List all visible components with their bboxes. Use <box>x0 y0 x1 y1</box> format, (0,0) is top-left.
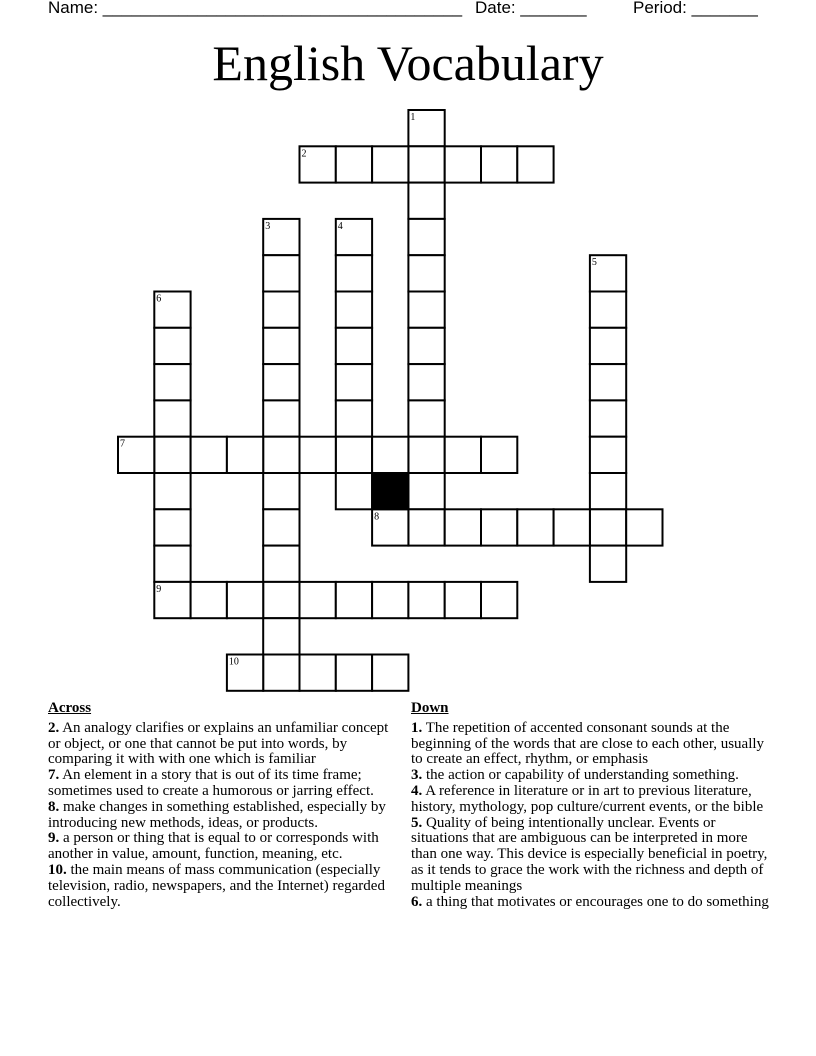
grid-cell[interactable] <box>408 437 444 473</box>
down-heading: Down <box>411 701 449 716</box>
clue-number: 2. <box>48 719 60 736</box>
clue-text: a person or thing that is equal to or corresponds with another in value, amount, function, meaning, etc. <box>48 830 379 863</box>
cell-number: 3 <box>265 220 271 232</box>
grid-cell[interactable] <box>408 219 444 255</box>
grid-cell[interactable] <box>227 582 263 618</box>
grid-cell[interactable] <box>408 364 444 400</box>
grid-cell[interactable] <box>590 292 626 328</box>
down-clue-5 <box>411 816 773 895</box>
clue-number: 4. <box>411 782 423 799</box>
clue-text: A reference in literature or in art to previous literature, history, mythology, pop culture/current events, or the bible <box>411 782 764 815</box>
grid-cell[interactable] <box>481 509 517 545</box>
down-clue-6 <box>411 895 773 911</box>
cell-number: 5 <box>591 257 597 269</box>
down-clue-4 <box>411 784 773 816</box>
cell-number: 4 <box>337 220 343 232</box>
clue-number: 8. <box>48 798 60 815</box>
grid-cell[interactable] <box>408 582 444 618</box>
clue-number: 6. <box>411 893 423 910</box>
grid-cell[interactable] <box>372 437 408 473</box>
grid-cell[interactable] <box>263 546 299 582</box>
grid-cell[interactable] <box>554 509 590 545</box>
down-clue-3 <box>411 768 773 784</box>
grid-cell[interactable] <box>336 473 372 509</box>
grid-cell[interactable] <box>154 400 190 436</box>
down-clue-1 <box>411 721 773 768</box>
grid-cell[interactable] <box>154 328 190 364</box>
clue-text: An analogy clarifies or explains an unfamiliar concept or object, or one that cannot be put into words, by comparing it with with one which is familiar <box>48 719 389 768</box>
down-clues <box>411 701 773 956</box>
grid-cell[interactable] <box>626 509 662 545</box>
cell-number: 7 <box>120 438 125 450</box>
clue-text: the action or capability of understanding something. <box>426 767 739 784</box>
grid-cell[interactable] <box>336 437 372 473</box>
grid-cell[interactable] <box>263 255 299 291</box>
date-field-label[interactable]: Date: _______ <box>475 0 587 17</box>
across-heading: Across <box>48 700 92 716</box>
grid-cell[interactable] <box>336 255 372 291</box>
across-clue-2 <box>48 721 398 768</box>
grid-cell[interactable] <box>154 437 190 473</box>
clue-text: make changes in something established, especially by introducing new methods, ideas, or products. <box>48 798 386 831</box>
grid-cell[interactable] <box>445 437 481 473</box>
grid-cell[interactable] <box>300 582 336 618</box>
grid-cell[interactable] <box>408 292 444 328</box>
period-field-label[interactable]: Period: _______ <box>633 0 758 17</box>
grid-cell[interactable] <box>445 509 481 545</box>
grid-cell[interactable] <box>154 364 190 400</box>
black-cell <box>372 473 408 509</box>
grid-cell[interactable] <box>263 473 299 509</box>
grid-cell[interactable] <box>336 655 372 691</box>
grid-cell[interactable] <box>408 328 444 364</box>
grid-cell[interactable] <box>336 292 372 328</box>
puzzle-title: English Vocabulary <box>212 35 604 91</box>
grid-cell[interactable] <box>481 146 517 182</box>
clue-number: 10. <box>48 861 67 878</box>
grid-cell[interactable] <box>372 655 408 691</box>
grid-cell[interactable] <box>590 509 626 545</box>
grid-cell[interactable] <box>481 437 517 473</box>
grid-cell[interactable] <box>408 473 444 509</box>
clue-number: 5. <box>411 814 423 831</box>
cell-number: 2 <box>301 148 307 160</box>
cell-number: 1 <box>410 112 416 123</box>
grid-cell[interactable] <box>154 473 190 509</box>
clue-number: 1. <box>411 719 423 736</box>
grid-cell[interactable] <box>263 618 299 654</box>
grid-cell[interactable] <box>481 582 517 618</box>
clue-text: The repetition of accented consonant sounds at the beginning of the words that are close to each other, usually to create an effect, rhythm, or emphasis <box>411 719 765 768</box>
grid-cell[interactable] <box>408 146 444 182</box>
grid-cell[interactable] <box>336 146 372 182</box>
grid-cell[interactable] <box>154 509 190 545</box>
grid-cell[interactable] <box>263 655 299 691</box>
grid-cell[interactable] <box>408 509 444 545</box>
grid-cell[interactable] <box>445 146 481 182</box>
grid-cell[interactable] <box>372 582 408 618</box>
across-clue-7 <box>48 768 398 800</box>
grid-cell[interactable] <box>590 473 626 509</box>
across-clue-8 <box>48 800 398 832</box>
grid-cell[interactable] <box>300 437 336 473</box>
grid-cell[interactable] <box>336 364 372 400</box>
across-clue-10 <box>48 863 398 910</box>
grid-cell[interactable] <box>191 582 227 618</box>
grid-cell[interactable] <box>517 146 553 182</box>
grid-cell[interactable] <box>154 546 190 582</box>
grid-cell[interactable] <box>336 328 372 364</box>
grid-cell[interactable] <box>263 437 299 473</box>
grid-cell[interactable] <box>300 655 336 691</box>
grid-cell[interactable] <box>445 582 481 618</box>
clue-text: Quality of being intentionally unclear. Events or situations that are ambiguous can be interpreted in more than one way. This device is especially beneficial in poetry, as it tends to grace the work with the richness and depth of multiple meanings <box>411 814 768 894</box>
clue-text: the main means of mass communication (especially television, radio, newspapers, and the Internet) regarded collectively. <box>48 861 385 910</box>
grid-cell[interactable] <box>517 509 553 545</box>
grid-cell[interactable] <box>263 292 299 328</box>
grid-cell[interactable] <box>408 400 444 436</box>
grid-cell[interactable] <box>336 582 372 618</box>
cell-number: 10 <box>228 656 239 668</box>
grid-cell[interactable] <box>590 328 626 364</box>
grid-cell[interactable] <box>408 183 444 219</box>
grid-cell[interactable] <box>227 437 263 473</box>
grid-cell[interactable] <box>372 146 408 182</box>
grid-cell[interactable] <box>590 546 626 582</box>
grid-cell[interactable] <box>590 437 626 473</box>
across-clue-9 <box>48 831 398 863</box>
grid-cell[interactable] <box>263 364 299 400</box>
clue-number: 7. <box>48 767 60 784</box>
grid-cell[interactable] <box>191 437 227 473</box>
grid-cell[interactable] <box>590 400 626 436</box>
name-field-label[interactable]: Name: ______________________________________ <box>48 0 463 17</box>
across-clues <box>48 701 398 910</box>
grid-cell[interactable] <box>336 400 372 436</box>
grid-cell[interactable] <box>263 400 299 436</box>
grid-cell[interactable] <box>590 364 626 400</box>
grid-cell[interactable] <box>263 328 299 364</box>
clue-number: 9. <box>48 830 60 847</box>
cell-number: 6 <box>156 293 162 305</box>
clue-text: An element in a story that is out of its time frame; sometimes used to create a humorous or jarring effect. <box>48 767 374 799</box>
grid-cell[interactable] <box>408 255 444 291</box>
clue-number: 3. <box>411 767 423 784</box>
grid-cell[interactable] <box>263 509 299 545</box>
clue-text: a thing that motivates or encourages one to do something <box>426 893 769 910</box>
cell-number: 8 <box>374 511 380 523</box>
grid-cell[interactable] <box>263 582 299 618</box>
cell-number: 9 <box>156 583 162 595</box>
